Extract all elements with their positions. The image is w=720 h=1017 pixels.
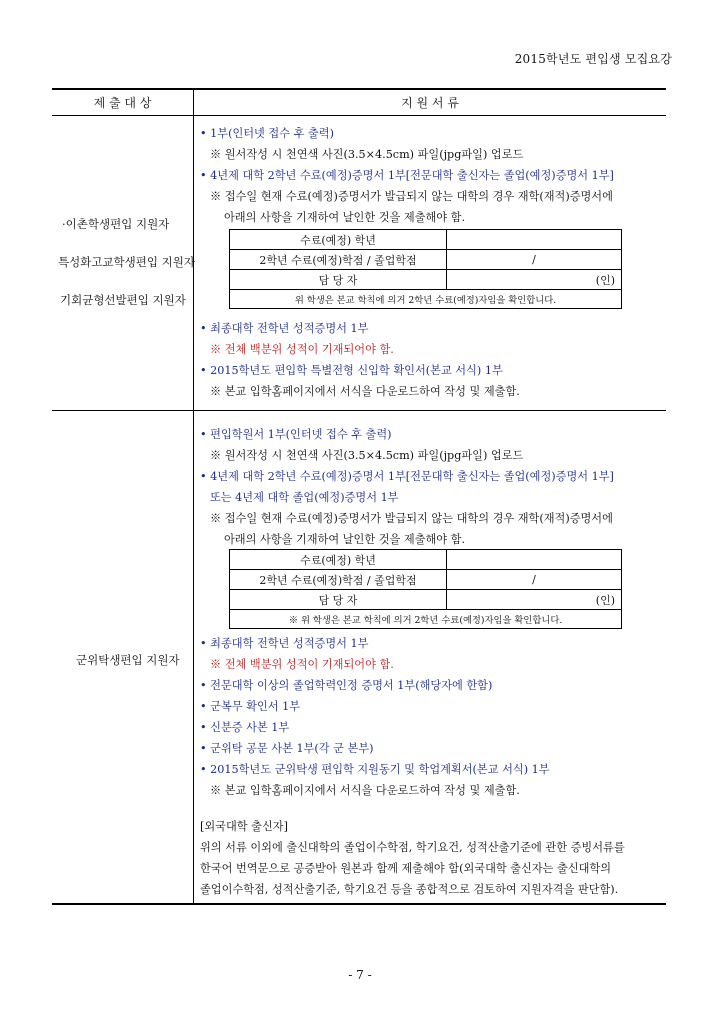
column-header-documents: 지 원 서 류 bbox=[401, 96, 459, 110]
doc-item: • 2015학년도 군위탁생 편입학 지원동기 및 학업계획서(본교 서식) 1부 bbox=[200, 763, 550, 776]
doc-item: • 군복무 확인서 1부 bbox=[200, 700, 301, 713]
doc-note: ※ 본교 입학홈페이지에서 서식을 다운로드하여 작성 및 제출함. bbox=[210, 784, 520, 797]
doc-note: 아래의 사항을 기재하여 날인한 것을 제출해야 함. bbox=[224, 533, 466, 546]
foreign-notice-heading: [외국대학 출신자] bbox=[200, 820, 288, 833]
doc-item: • 편입학원서 1부(인터넷 접수 후 출력) bbox=[200, 428, 392, 441]
table-top-border bbox=[52, 88, 666, 90]
target-label-vocational: 특성화고교학생편입 지원자 bbox=[58, 255, 195, 269]
table-bottom-border bbox=[52, 903, 666, 905]
header-divider bbox=[52, 115, 666, 116]
foreign-notice-line: 한국어 번역문으로 공증받아 원본과 함께 제출해야 함(외국대학 출신자는 출신대학의 bbox=[200, 862, 612, 875]
doc-note: ※ 원서작성 시 천연색 사진(3.5×4.5cm) 파일(jpg파일) 업로드 bbox=[210, 148, 524, 161]
document-header-title: 2015학년도 편입생 모집요강 bbox=[514, 52, 672, 66]
form-row-grade-label: 수료(예정) 학년 bbox=[230, 230, 447, 250]
section2-document-list bbox=[200, 424, 666, 550]
doc-item: • 4년제 대학 2학년 수료(예정)증명서 1부[전문대학 출신자는 졸업(예정)증명서 1부] bbox=[200, 470, 614, 483]
section-divider bbox=[52, 410, 666, 411]
doc-item: • 4년제 대학 2학년 수료(예정)증명서 1부[전문대학 출신자는 졸업(예정)증명서 1부] bbox=[200, 169, 614, 182]
form-row-grade-value bbox=[447, 230, 622, 250]
form-row-credits-value: / bbox=[447, 570, 622, 590]
foreign-notice-line: 위의 서류 이외에 출신대학의 졸업이수학점, 학기요건, 성적산출기준에 관한 증빙서류를 bbox=[200, 841, 625, 854]
doc-item: • 1부(인터넷 접수 후 출력) bbox=[200, 127, 334, 140]
form-row-officer-seal: (인) bbox=[447, 270, 622, 290]
form-row-officer-seal: (인) bbox=[447, 590, 622, 610]
doc-item: • 최종대학 전학년 성적증명서 1부 bbox=[200, 322, 369, 335]
column-divider bbox=[193, 88, 194, 904]
form-row-grade-label: 수료(예정) 학년 bbox=[230, 550, 447, 570]
form-row-credits-value: / bbox=[447, 250, 622, 270]
doc-item: • 신분증 사본 1부 bbox=[200, 721, 290, 734]
target-label-equal-opportunity: 기회균형선발편입 지원자 bbox=[60, 293, 186, 307]
target-label-military: 군위탁생편입 지원자 bbox=[76, 653, 180, 667]
section2-certification-form bbox=[229, 549, 622, 629]
form-row-grade-value bbox=[447, 550, 622, 570]
doc-note: ※ 접수일 현재 수료(예정)증명서가 발급되지 않는 대학의 경우 재학(재적)증명서에 bbox=[210, 512, 613, 525]
doc-note: ※ 본교 입학홈페이지에서 서식을 다운로드하여 작성 및 제출함. bbox=[210, 385, 520, 398]
doc-item-continued: 또는 4년제 대학 졸업(예정)증명서 1부 bbox=[210, 491, 399, 504]
doc-item: • 전문대학 이상의 졸업학력인정 증명서 1부(해당자에 한함) bbox=[200, 679, 493, 692]
doc-note: ※ 전체 백분위 성적이 기재되어야 함. bbox=[210, 658, 394, 671]
form-row-officer-label: 담 당 자 bbox=[230, 590, 447, 610]
foreign-notice-line: 졸업이수학점, 성적산출기준, 학기요건 등을 종합적으로 검토하여 지원자격을 판단함). bbox=[200, 883, 619, 896]
column-header-target: 제 출 대 상 bbox=[93, 96, 152, 110]
form-confirmation-note: ※ 위 학생은 본교 학칙에 의거 2학년 수료(예정)자임을 확인합니다. bbox=[230, 610, 622, 629]
page-number: - 7 - bbox=[348, 968, 372, 982]
doc-note: ※ 접수일 현재 수료(예정)증명서가 발급되지 않는 대학의 경우 재학(재적)증명서에 bbox=[210, 190, 613, 203]
target-label-rural: ·이촌학생편입 지원자 bbox=[62, 217, 170, 231]
form-row-credits-label: 2학년 수료(예정)학점 / 졸업학점 bbox=[230, 250, 447, 270]
section1-document-list bbox=[200, 123, 666, 228]
doc-item: • 최종대학 전학년 성적증명서 1부 bbox=[200, 637, 369, 650]
form-row-credits-label: 2학년 수료(예정)학점 / 졸업학점 bbox=[230, 570, 447, 590]
section1-document-list-2 bbox=[200, 318, 666, 402]
section2-document-list-2 bbox=[200, 633, 666, 801]
doc-note: ※ 원서작성 시 천연색 사진(3.5×4.5cm) 파일(jpg파일) 업로드 bbox=[210, 449, 524, 462]
foreign-university-notice bbox=[200, 816, 666, 900]
section1-certification-form bbox=[229, 229, 622, 309]
doc-item: • 군위탁 공문 사본 1부(각 군 본부) bbox=[200, 742, 374, 755]
doc-note: ※ 전체 백분위 성적이 기재되어야 함. bbox=[210, 343, 394, 356]
form-confirmation-note: 위 학생은 본교 학칙에 의거 2학년 수료(예정)자임을 확인합니다. bbox=[230, 290, 622, 309]
doc-item: • 2015학년도 편입학 특별전형 신입학 확인서(본교 서식) 1부 bbox=[200, 364, 503, 377]
doc-note: 아래의 사항을 기재하여 날인한 것을 제출해야 함. bbox=[224, 211, 466, 224]
form-row-officer-label: 담 당 자 bbox=[230, 270, 447, 290]
